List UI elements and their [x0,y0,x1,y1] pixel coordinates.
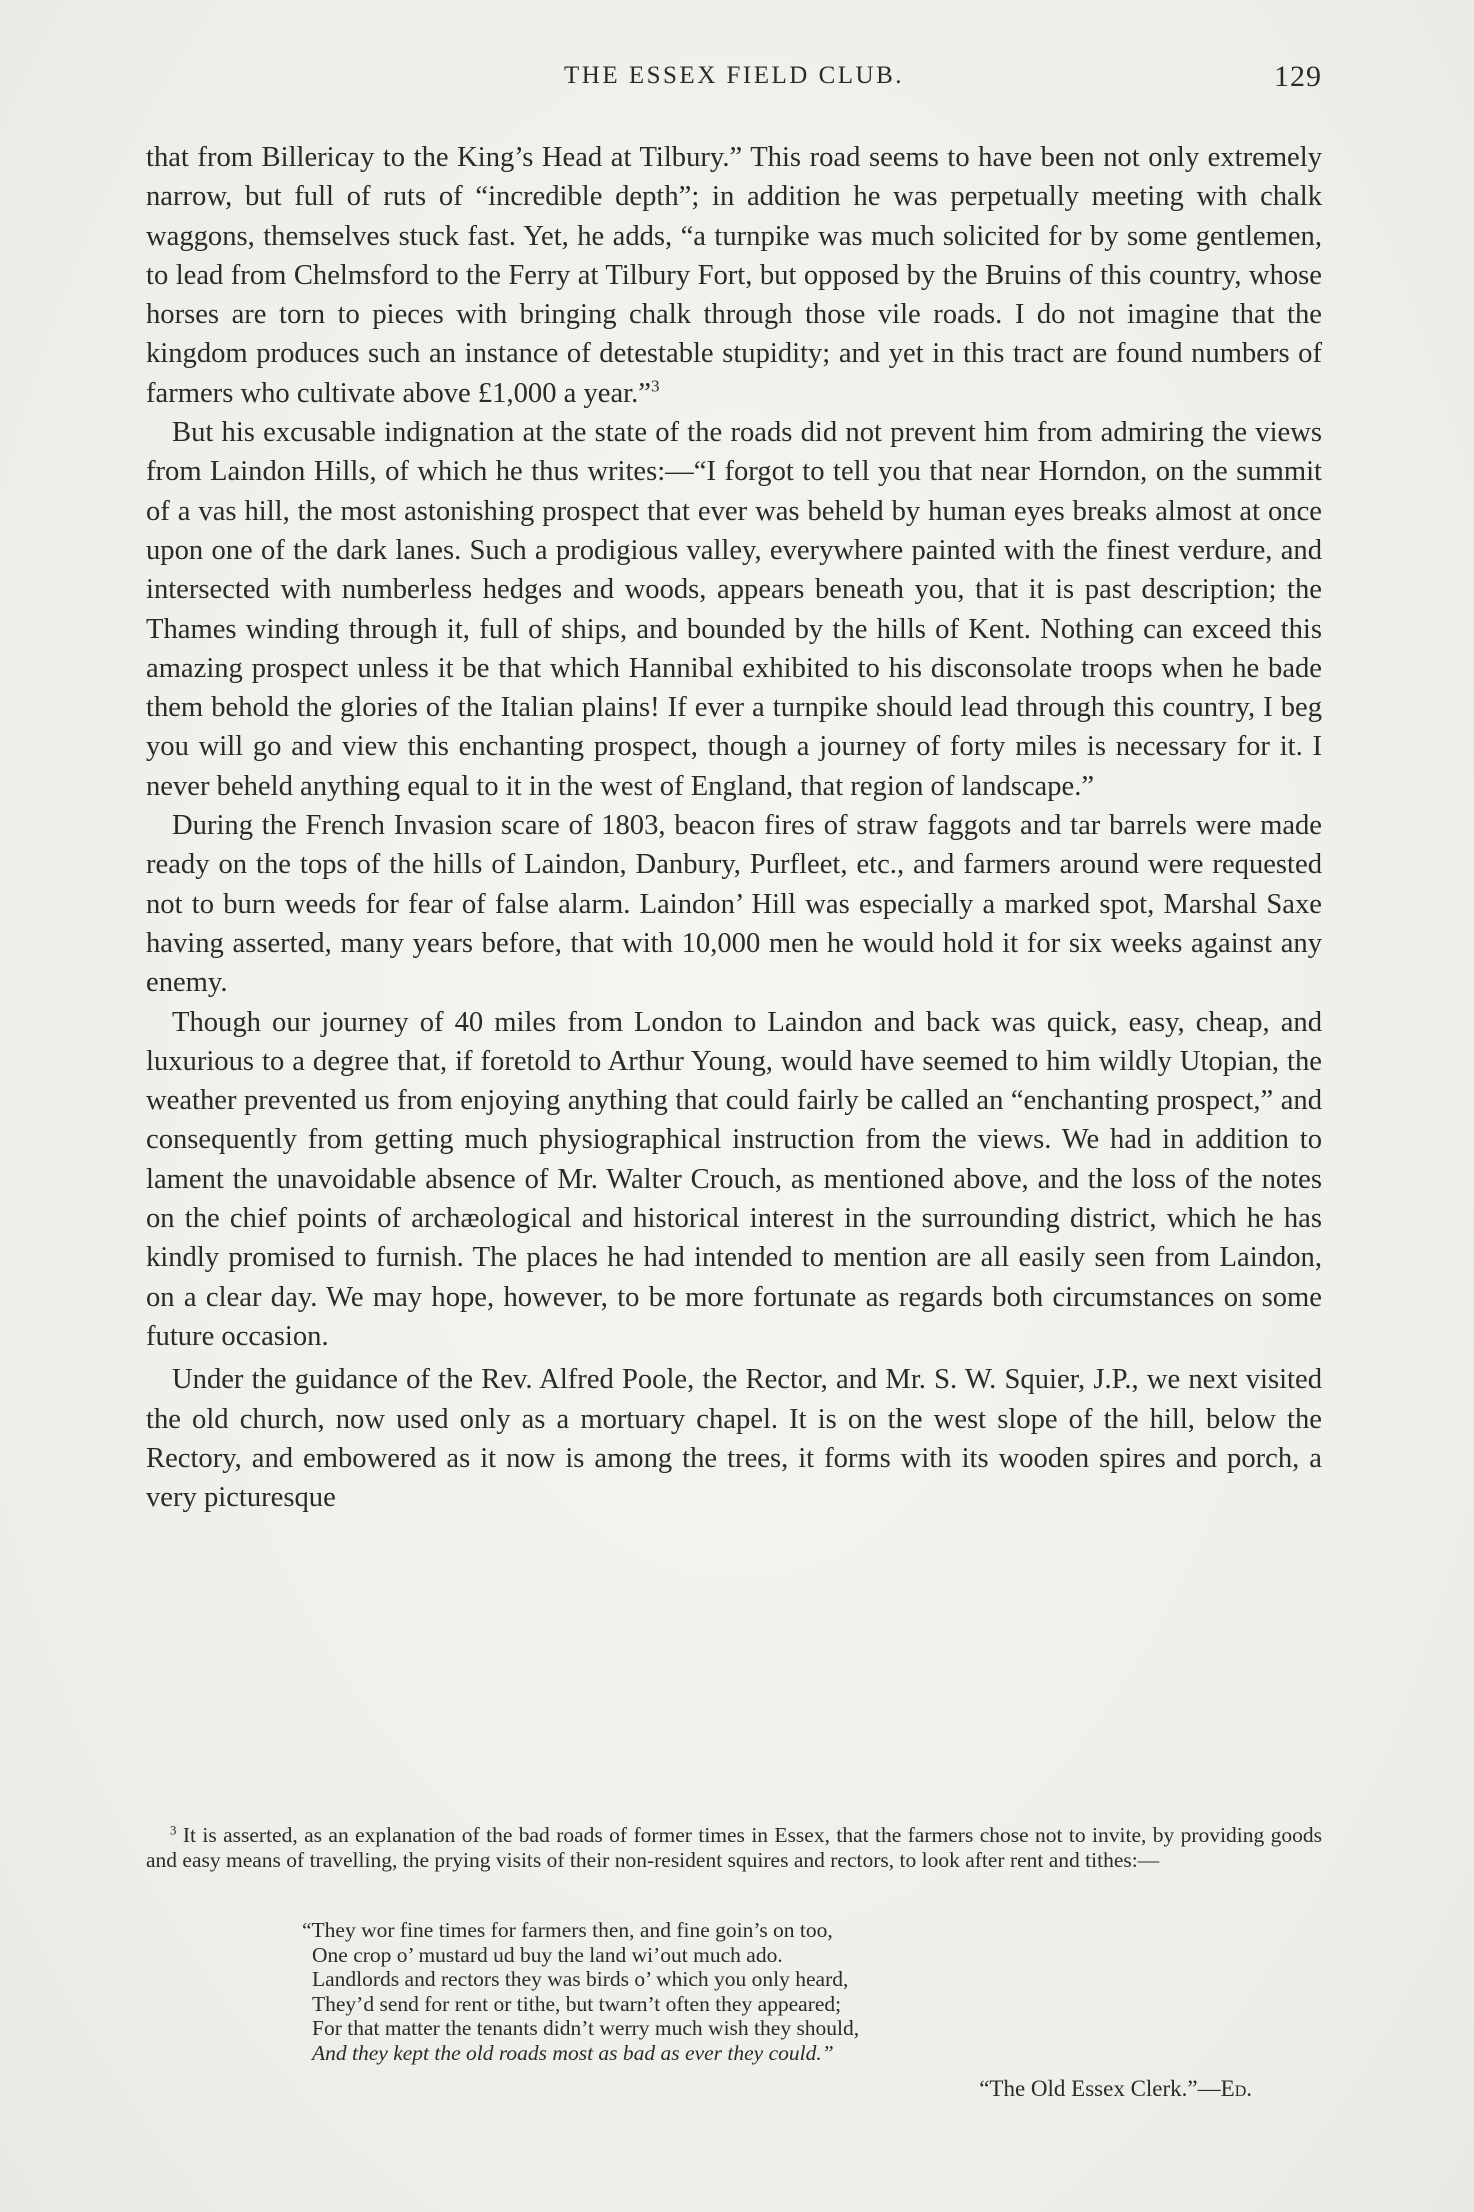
paragraph-2: But his excusable indignation at the state of the roads did not prevent him from admiring the views from Laindon Hills, of which he thus writes:—“I forgot to tell you that near Horndon, on the summit of a vas hill, the most astonishing prospect that ever was beheld by human eyes breaks almost at once upon one of the dark lanes. Such a prodigious valley, everywhere painted with the finest verdure, and intersected with numberless hedges and woods, appears beneath you, that it is past description; the Thames winding through it, full of ships, and bounded by the hills of Kent. Nothing can exceed this amazing prospect unless it be that which Hannibal exhibited to his disconsolate troops when he bade them behold the glories of the Italian plains! If ever a turnpike should lead through this country, I beg you will go and view this enchanting prospect, though a journey of forty miles is necessary for it. I never beheld anything equal to it in the west of England, that region of landscape.” [146,417,1322,802]
footnote-marker: 3 [170,1823,177,1838]
attribution-text: “The Old Essex Clerk.”— [979,2076,1221,2101]
footnote-attribution [979,2076,1252,2102]
verse-line: “They wor fine times for farmers then, and fine goin’s on too, [302,1918,833,1942]
paragraph-1 [146,138,1322,413]
paragraph-4: Though our journey of 40 miles from London to Laindon and back was quick, easy, cheap, and luxurious to a degree that, if foretold to Arthur Young, would have seemed to him wildly Utopian, the weather prevented us from enjoying anything that could fairly be called an “enchanting prospect,” and consequently from getting much physiographical instruction from the views. We had in addition to lament the unavoidable absence of Mr. Walter Crouch, as mentioned above, and the loss of the notes on the chief points of archæological and historical interest in the surrounding district, which he has kindly promised to furnish. The places he had intended to mention are all easily seen from Laindon, on a clear day. We may hope, however, to be more fortunate as regards both circumstances on some future occasion. [146,1006,1322,1352]
footnote-text [146,1823,1322,1873]
footnote-reference: 3 [650,376,660,396]
page-number: 129 [1274,60,1322,93]
verse-line: Landlords and rectors they was birds o’ which you only heard, [312,1967,849,1991]
verse-line: They’d send for rent or tithe, but twarn’t often they appeared; [312,1991,842,2016]
paragraph-1-text: that from Billericay to the King’s Head at Tilbury.” This road seems to have been not only extremely narrow, but full of ruts of “incredible depth”; in addition he was perpetually meeting with chalk waggons, themselves stuck fast. Yet, he adds, “a turnpike was much solicited for by some gentlemen, to lead from Chelmsford to the Ferry at Tilbury Fort, but opposed by the Bruins of this country, whose horses are torn to pieces with bringing chalk through those vile roads. I do not imagine that the kingdom produces such an instance of detestable stupidity; and yet in this tract are found numbers of farmers who cultivate above £1,000 a year.” [146,142,1322,409]
running-head [146,62,1322,106]
footnote-body: It is asserted, as an explanation of the bad roads of former times in Essex, that the farmers chose not to invite, by providing goods and easy means of travelling, the prying visits of their non-resident squires and rectors, to look after rent and tithes:— [146,1823,1323,1872]
paragraph-3: During the French Invasion scare of 1803, beacon fires of straw faggots and tar barrels were made ready on the tops of the hills of Laindon, Danbury, Purfleet, etc., and farmers around were requested not to burn weeds for fear of false alarm. Laindon’ Hill was especially a marked spot, Marshal Saxe having asserted, many years before, that with 10,000 men he would hold it for six weeks against any enemy. [146,810,1322,999]
verse-line: For that matter the tenants didn’t werry much wish they should, [312,2016,860,2040]
running-title: THE ESSEX FIELD CLUB. [564,62,904,89]
verse-line: And they kept the old roads most as bad as ever they could.” [312,2040,834,2065]
body-text [146,138,1322,1517]
verse-line: One crop o’ mustard ud buy the land wi’out much ado. [312,1942,783,1967]
footnote [146,1823,1322,1873]
editor-mark: Ed. [1220,2076,1252,2101]
paragraph-5: Under the guidance of the Rev. Alfred Poole, the Rector, and Mr. S. W. Squier, J.P., we next visited the old church, now used only as a mortuary chapel. It is on the west slope of the hill, below the Rectory, and embowered as it now is among the trees, it forms with its wooden spires and porch, a very picturesque [146,1364,1322,1514]
footnote-verse [302,1918,1212,2065]
